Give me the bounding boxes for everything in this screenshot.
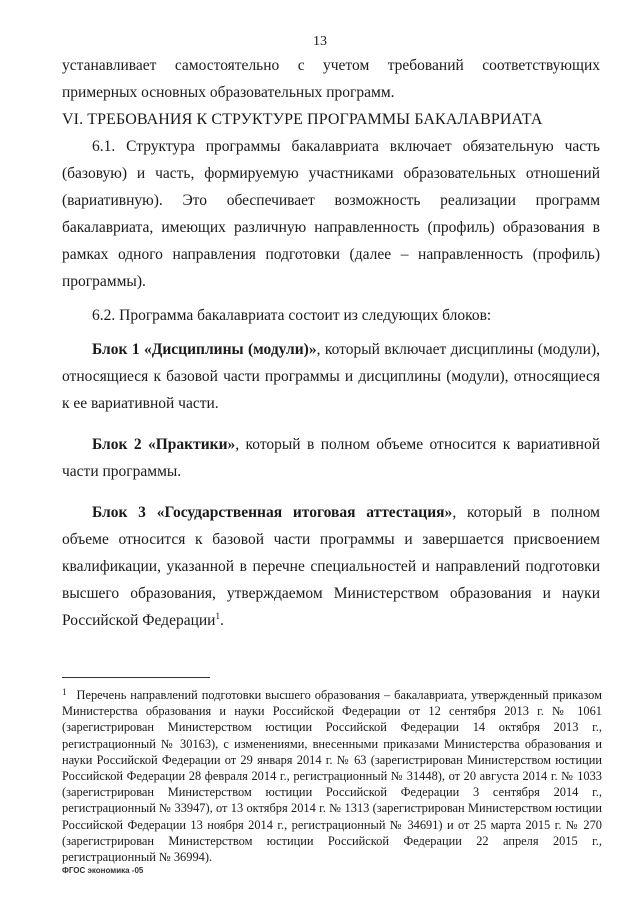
page-number: 13 <box>313 34 327 49</box>
block-1-title: Блок 1 «Дисциплины (модули)» <box>92 341 317 358</box>
block-2-text: , который в полном объеме относится к вариативной части программы. <box>62 436 600 480</box>
footnote <box>62 684 602 865</box>
footnote-mark: 1 <box>62 687 67 697</box>
intro-paragraph: устанавливает самостоятельно с учетом требований соответствующих примерных основных образовательных программ. <box>62 57 600 101</box>
block-1-text: , который включает дисциплины (модули), относящиеся к базовой части программы и дисциплины (модули), относящиеся к ее вариативной части. <box>62 341 600 412</box>
block-3-paragraph <box>62 499 600 634</box>
block-2-paragraph <box>62 431 600 485</box>
footnote-text: Перечень направлений подготовки высшего образования – бакалавриата, утвержденный приказом Министерства образования и науки Российской Федерации от 12 сентября 2013 г. № 1061 (зарегистрирован Министерством юстиции Российской Федерации 14 октября 2013 г., регистрационный № 30163), с изменениями, внесенными приказами Министерства образования и науки Российской Федерации от 29 января 2014 г. № 63 (зарегистрирован Министерством юстиции Российской Федерации 28 февраля 2014 г., регистрационный № 31448), от 20 августа 2014 г. № 1033 (зарегистрирован Министерством юстиции Российской Федерации 3 сентября 2014 г., регистрационный № 33947), от 13 октября 2014 г. № 1313 (зарегистрирован Министерством юстиции Российской Федерации 13 ноября 2014 г., регистрационный № 34691) и от 25 марта 2015 г. № 270 (зарегистрирован Министерством юстиции Российской Федерации 22 апреля 2015 г., регистрационный № 36994). <box>62 688 602 865</box>
footer-code: ФГОС экономика -05 <box>62 866 144 875</box>
paragraph-6-2: 6.2. Программа бакалавриата состоит из следующих блоков: <box>92 307 492 324</box>
document-body <box>62 52 600 634</box>
block-3-end: . <box>219 612 224 629</box>
block-3-title: Блок 3 «Государственная итоговая аттестация» <box>92 504 453 521</box>
section-heading: VI. ТРЕБОВАНИЯ К СТРУКТУРЕ ПРОГРАММЫ БАКАЛАВРИАТА <box>62 111 543 128</box>
block-2-title: Блок 2 «Практики» <box>92 436 236 453</box>
block-3-text: , который в полном объеме относится к базовой части программы и завершается присвоением квалификации, указанной в перечне специальностей и направлений подготовки высшего образования, утверждаемом Министерством образования и науки Российской Федерации <box>62 504 600 629</box>
paragraph-6-1: 6.1. Структура программы бакалавриата включает обязательную часть (базовую) и часть, формируемую участниками образовательных отношений (вариативную). Это обеспечивает возможность реализации программ бакалавриата, имеющих различную направленность (профиль) образования в рамках одного направления подготовки (далее – направленность (профиль) программы). <box>62 138 600 290</box>
footnote-reference[interactable]: 1 <box>215 610 220 621</box>
footnote-divider <box>62 677 210 678</box>
block-1-paragraph <box>62 336 600 417</box>
